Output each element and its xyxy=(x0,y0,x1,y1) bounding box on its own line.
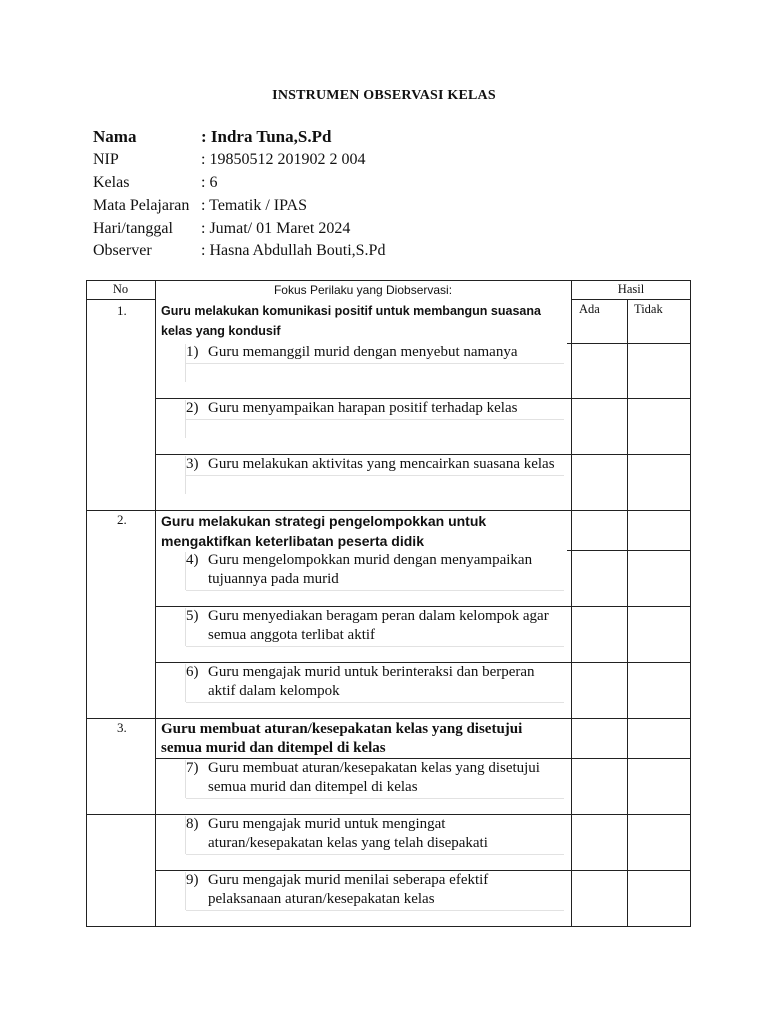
info-value: : Hasna Abdullah Bouti,S.Pd xyxy=(201,242,386,260)
table-border xyxy=(155,280,156,926)
table-border xyxy=(86,718,691,719)
list-item xyxy=(186,815,564,855)
info-row-nip xyxy=(93,149,385,172)
header-result: Hasil xyxy=(617,282,645,296)
info-label: Hari/tanggal xyxy=(93,219,173,237)
item-number: 1) xyxy=(186,344,199,360)
info-label: Mata Pelajaran xyxy=(93,196,190,214)
item-text: Guru mengajak murid untuk berinteraksi dan berperan aktif dalam kelompok xyxy=(208,664,535,699)
header-no: No xyxy=(112,282,129,296)
list-item xyxy=(186,759,564,799)
table-border xyxy=(567,550,691,551)
info-value: : 19850512 201902 2 004 xyxy=(201,151,366,169)
section-aspect: Guru melakukan strategi pengelompokkan untuk mengaktifkan keterlibatan peserta didik xyxy=(161,513,487,549)
table-border xyxy=(86,280,691,281)
item-text: Guru menyediakan beragam peran dalam kelompok agar semua anggota terlibat aktif xyxy=(208,608,549,643)
page-title: INSTRUMEN OBSERVASI KELAS xyxy=(272,88,496,103)
section-number: 1. xyxy=(117,303,127,318)
item-number: 8) xyxy=(186,816,199,832)
list-item xyxy=(186,607,564,647)
table-border xyxy=(86,926,691,927)
info-label: Observer xyxy=(93,242,152,260)
info-row-tanggal xyxy=(93,217,385,240)
item-text: Guru mengelompokkan murid dengan menyampaikan tujuannya pada murid xyxy=(208,552,533,587)
list-item xyxy=(186,663,564,703)
list-item xyxy=(186,551,564,591)
section-number: 2. xyxy=(117,512,127,527)
header-focus: Fokus Perilaku yang Diobservasi: xyxy=(273,283,453,297)
item-number: 5) xyxy=(186,608,199,624)
info-row-mapel xyxy=(93,194,385,217)
info-label: Kelas xyxy=(93,173,130,191)
table-border xyxy=(86,814,156,815)
info-row-kelas xyxy=(93,172,385,195)
identity-block xyxy=(93,126,385,263)
section-number: 3. xyxy=(117,720,127,735)
header-ada: Ada xyxy=(579,302,600,316)
header-tidak: Tidak xyxy=(634,302,663,316)
info-value: : Indra Tuna,S.Pd xyxy=(201,127,332,147)
list-item xyxy=(186,871,564,911)
info-value: : Tematik / IPAS xyxy=(201,196,308,214)
item-number: 6) xyxy=(186,664,199,680)
item-text: Guru memanggil murid dengan menyebut namanya xyxy=(208,344,518,360)
item-text: Guru menyampaikan harapan positif terhadap kelas xyxy=(208,400,518,416)
table-border xyxy=(567,343,691,344)
table-border xyxy=(571,280,572,926)
item-text: Guru melakukan aktivitas yang mencairkan suasana kelas xyxy=(208,456,555,472)
section-aspect: Guru membuat aturan/kesepakatan kelas yang disetujui semua murid dan ditempel di kelas xyxy=(161,721,523,756)
item-number: 7) xyxy=(186,760,199,776)
info-value: : 6 xyxy=(201,173,218,191)
item-text: Guru membuat aturan/kesepakatan kelas yang disetujui semua murid dan ditempel di kelas xyxy=(208,760,540,795)
info-row-nama xyxy=(93,126,385,149)
info-label: NIP xyxy=(93,151,119,169)
info-row-observer xyxy=(93,240,385,263)
table-border xyxy=(86,280,87,926)
item-number: 2) xyxy=(186,400,199,416)
info-value: : Jumat/ 01 Maret 2024 xyxy=(201,219,351,237)
table-border xyxy=(627,299,628,926)
item-number: 3) xyxy=(186,456,199,472)
section-aspect: Guru melakukan komunikasi positif untuk membangun suasana kelas yang kondusif xyxy=(161,304,541,338)
item-text: Guru mengajak murid untuk mengingat aturan/kesepakatan kelas yang telah disepakati xyxy=(208,816,488,851)
item-number: 9) xyxy=(186,872,199,888)
list-item xyxy=(186,455,564,476)
list-item xyxy=(186,343,564,364)
table-border xyxy=(571,299,691,300)
item-number: 4) xyxy=(186,552,199,568)
list-item xyxy=(186,399,564,420)
item-text: Guru mengajak murid menilai seberapa efektif pelaksanaan aturan/kesepakatan kelas xyxy=(208,872,489,907)
table-border xyxy=(86,299,155,300)
table-border xyxy=(690,280,691,926)
info-label: Nama xyxy=(93,127,137,147)
